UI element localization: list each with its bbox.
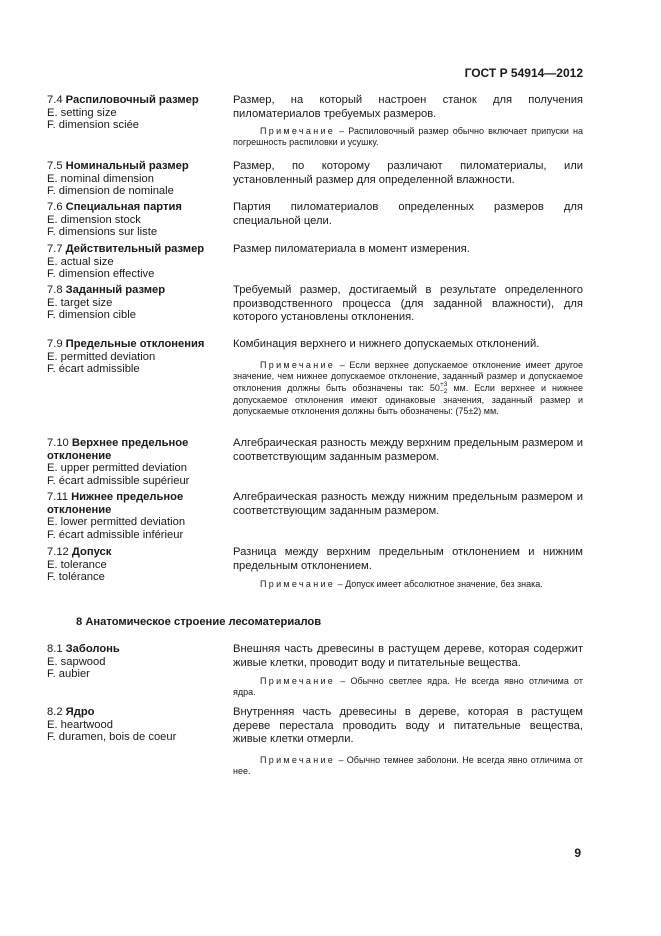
term-french: F. dimension cible: [47, 309, 136, 321]
page-number: 9: [574, 846, 581, 860]
term-title: 7.7 Действительный размер: [47, 243, 205, 255]
definition: Размер, на который настроен станок для получения пиломатериалов требуемых размеров.: [233, 94, 583, 120]
section-heading: 8 Анатомическое строение лесоматериалов: [76, 616, 322, 628]
definition-column: [233, 160, 583, 187]
definition: Внутренняя часть древесины в дереве, которая в растущем дереве перестала проводить воду и питательные вещества, живые клетки отмерли.: [233, 706, 583, 745]
term-english: E. nominal dimension: [47, 172, 154, 185]
note: Примечание – Если верхнее допускаемое отклонение имеет другое значение, чем нижнее допускаемое отклонение, заданный размер и допускаемое отклонения должны быть обозначены так: 50 +3 −2 мм. Если верхнее и нижнее допускаемое отклонения имеют одинаковые значения, заданный размер и допускаемые отклонения должны быть обозначены: (75±2) мм.: [233, 359, 583, 417]
term-title: 7.11 Нижнее предельное отклонение: [47, 491, 184, 516]
term-english: E. dimension stock: [47, 213, 141, 226]
term-title: 7.12 Допуск: [47, 546, 112, 558]
term-french: F. dimensions sur liste: [47, 226, 158, 238]
term-column: [47, 284, 227, 322]
lower-deviation: −2: [439, 387, 448, 395]
term-french: F. tolérance: [47, 571, 105, 583]
term-column: [47, 243, 227, 281]
term-english: E. upper permitted deviation: [47, 462, 187, 474]
term-column: [47, 94, 227, 132]
term-column: [47, 546, 227, 584]
term-english: E. sapwood: [47, 655, 106, 668]
definition: Разница между верхним предельным отклонением и нижним предельным отклонением.: [233, 546, 583, 572]
term-french: F. aubier: [47, 668, 90, 680]
term-title: 7.5 Номинальный размер: [47, 160, 189, 172]
definition: Алгебраическая разность между верхним предельным размером и соответствующим заданным размером.: [233, 437, 583, 463]
definition-column: [233, 338, 583, 418]
term-english: E. heartwood: [47, 718, 113, 731]
term-english: E. lower permitted deviation: [47, 516, 186, 528]
term-french: F. dimension sciée: [47, 119, 140, 131]
term-english: E. tolerance: [47, 558, 107, 571]
term-french: F. duramen, bois de coeur: [47, 731, 177, 743]
definition-column: [233, 706, 583, 777]
upper-deviation: +3: [439, 381, 448, 389]
term-english: E. target size: [47, 296, 113, 309]
definition-column: [233, 201, 583, 228]
note: Примечание – Обычно светлее ядра. Не всегда явно отличима от ядра.: [233, 676, 583, 698]
term-column: [47, 491, 227, 541]
term-title: 7.8 Заданный размер: [47, 284, 166, 296]
definition-column: [233, 284, 583, 325]
term-column: [47, 160, 227, 198]
term-title: 7.4 Распиловочный размер: [47, 94, 199, 106]
note: Примечание – Распиловочный размер обычно включает припуски на погрешность распиловки и усушку.: [233, 126, 583, 148]
term-title: 8.2 Ядро: [47, 706, 95, 718]
term-english: E. actual size: [47, 255, 114, 268]
standard-header: ГОСТ Р 54914—2012: [464, 66, 583, 80]
definition-column: [233, 491, 583, 518]
definition: Размер, по которому различают пиломатериалы, или установленный размер для определенной влажности.: [233, 160, 583, 186]
term-english: E. permitted deviation: [47, 350, 156, 363]
term-column: [47, 201, 227, 239]
term-title: 8.1 Заболонь: [47, 643, 120, 655]
term-column: [47, 437, 227, 487]
definition-column: [233, 546, 583, 590]
definition: Партия пиломатериалов определенных размеров для специальной цели.: [233, 201, 583, 227]
term-title: 7.6 Специальная партия: [47, 201, 182, 213]
term-column: [47, 338, 227, 376]
definition: Алгебраическая разность между нижним предельным размером и соответствующим заданным размером.: [233, 491, 583, 517]
term-title: 7.10 Верхнее предельное отклонение: [47, 437, 189, 462]
definition-column: [233, 643, 583, 699]
definition-column: [233, 243, 583, 257]
term-french: F. écart admissible: [47, 363, 140, 375]
note: Примечание – Допуск имеет абсолютное значение, без знака.: [260, 579, 543, 589]
term-french: F. dimension de nominale: [47, 185, 174, 197]
term-column: [47, 643, 227, 681]
definition: Комбинация верхнего и нижнего допускаемых отклонений.: [233, 338, 540, 350]
definition: Требуемый размер, достигаемый в результате определенного производственного процесса (для заданной влажности), для которого установлены отклонения.: [233, 284, 583, 323]
term-french: F. écart admissible inférieur: [47, 528, 184, 541]
definition-column: [233, 437, 583, 464]
term-english: E. setting size: [47, 106, 117, 119]
definition: Размер пиломатериала в момент измерения.: [233, 243, 470, 255]
term-column: [47, 706, 227, 744]
note: Примечание – Обычно темнее заболони. Не всегда явно отличима от нее.: [233, 754, 583, 776]
definition-column: [233, 94, 583, 149]
term-title: 7.9 Предельные отклонения: [47, 338, 205, 350]
term-french: F. dimension effective: [47, 268, 155, 280]
term-french: F. écart admissible supérieur: [47, 474, 190, 487]
definition: Внешняя часть древесины в растущем дереве, которая содержит живые клетки, проводит воду и питательные вещества.: [233, 643, 583, 669]
